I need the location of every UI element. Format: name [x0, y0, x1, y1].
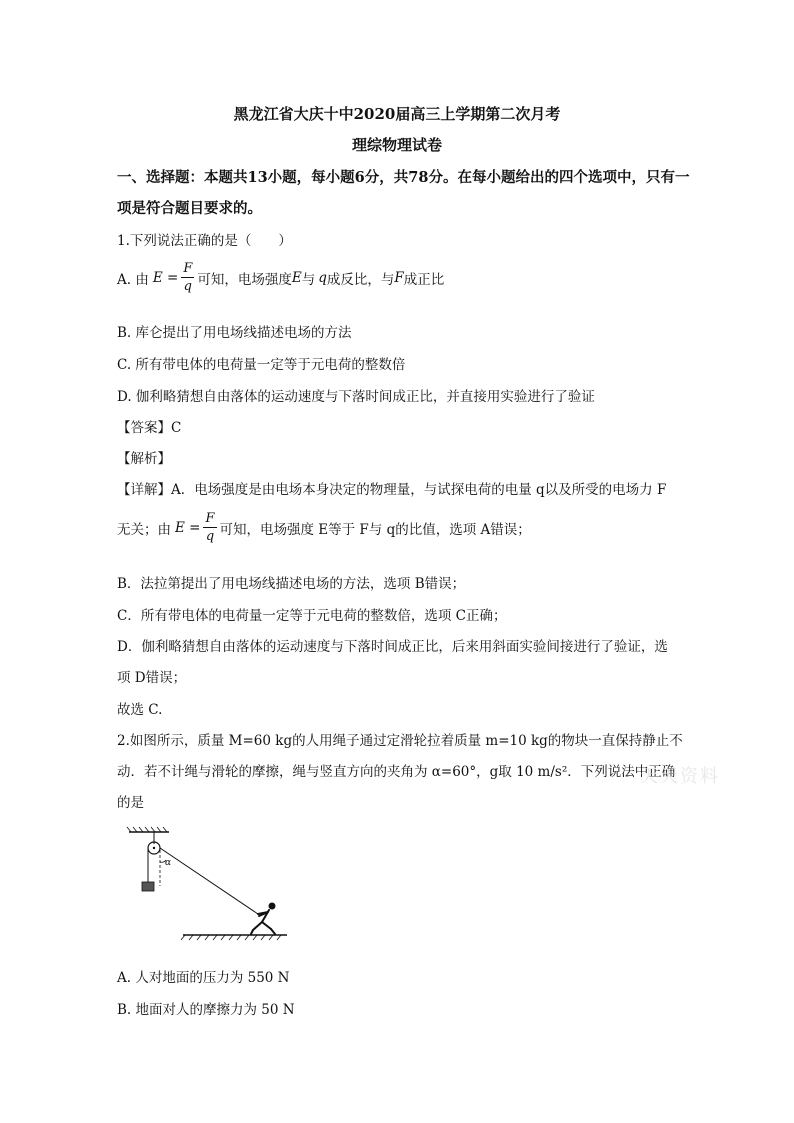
- q1-answer: 【答案】C: [117, 420, 182, 436]
- q1-option-c: C. 所有带电体的电荷量一定等于元电荷的整数倍: [117, 357, 406, 373]
- section-heading-line1: 一、选择题：本题共13小题，每小题6分，共78分。在每小题给出的四个选项中，只有一: [117, 169, 690, 186]
- fraction-denominator: q: [183, 279, 192, 294]
- formula-lhs: E =: [152, 269, 179, 286]
- q2-stem-line2: 动．若不计绳与滑轮的摩擦，绳与竖直方向的夹角为 α=60°，g取 10 m/s²．下列说法中正确: [117, 764, 676, 780]
- q1-option-a-prefix: A. 由: [117, 271, 149, 288]
- pulley-axle: [153, 847, 155, 849]
- q1-stem: 1.下列说法正确的是（ ）: [117, 233, 292, 249]
- q1-option-a-text-3: 成反比，与: [326, 271, 395, 288]
- watermark: 天天资料: [640, 766, 720, 787]
- hanging-block: [142, 882, 154, 891]
- q1-option-b: B. 库仑提出了用电场线描述电场的方法: [117, 325, 352, 341]
- fraction-f-over-q: [203, 512, 216, 543]
- slanted-rope: [160, 848, 258, 914]
- person-figure: [251, 903, 276, 935]
- angle-label: α: [165, 858, 172, 868]
- q1-detail-line2: [117, 512, 687, 543]
- q1-detail-b: B．法拉第提出了用电场线描述电场的方法，选项 B错误；: [117, 576, 466, 592]
- ceiling: [127, 827, 169, 832]
- fraction-numerator: F: [183, 261, 193, 276]
- page-subtitle: 理综物理试卷: [351, 136, 442, 154]
- pulley-diagram: [125, 826, 295, 946]
- q1-detail-line2-suffix: 可知，电场强度 E等于 F与 q的比值，选项 A错误；: [219, 521, 531, 538]
- q1-detail-line2-prefix: 无关；由: [117, 521, 171, 538]
- q1-detail-d1: D．伽利略猜想自由落体的运动速度与下落时间成正比，后来用斜面实验间接进行了验证，选: [117, 639, 668, 655]
- q2-option-a: A. 人对地面的压力为 550 N: [117, 970, 290, 986]
- ground: [181, 935, 287, 940]
- var-f: F: [394, 269, 404, 286]
- q1-option-a-text-1: 可知，电场强度: [197, 271, 292, 288]
- q1-option-d: D. 伽利略猜想自由落体的运动速度与下落时间成正比，并直接用实验进行了验证: [117, 389, 595, 405]
- fraction-denominator: q: [205, 529, 215, 544]
- q2-stem-line3: 的是: [117, 795, 144, 811]
- q2-stem-line1: 2.如图所示，质量 M=60 kg的人用绳子通过定滑轮拉着质量 m=10 kg的物块一直保持静止不: [117, 733, 683, 749]
- q1-detail-line1: 【详解】A．电场强度是由电场本身决定的物理量，与试探电荷的电量 q以及所受的电场力 F: [117, 482, 667, 498]
- q1-detail-d2: 项 D错误；: [117, 670, 187, 686]
- q1-conclusion: 故选 C.: [117, 702, 163, 718]
- page-title: 黑龙江省大庆十中2020届高三上学期第二次月考: [233, 105, 561, 123]
- var-q: q: [318, 269, 327, 286]
- formula-lhs: E =: [175, 519, 201, 536]
- q1-option-a-text-2: 与: [301, 271, 316, 288]
- q1-option-a-text-4: 成正比: [403, 271, 445, 288]
- var-e: E: [291, 269, 302, 286]
- fraction-numerator: F: [205, 511, 215, 526]
- section-heading-line2: 项是符合题目要求的。: [117, 200, 262, 217]
- q1-detail-c: C．所有带电体的电荷量一定等于元电荷的整数倍，选项 C正确；: [117, 608, 507, 624]
- fraction-f-over-q: [181, 262, 194, 293]
- q1-option-a: [117, 262, 687, 293]
- q1-analysis-label: 【解析】: [117, 451, 171, 467]
- q2-option-b: B. 地面对人的摩擦力为 50 N: [117, 1002, 295, 1018]
